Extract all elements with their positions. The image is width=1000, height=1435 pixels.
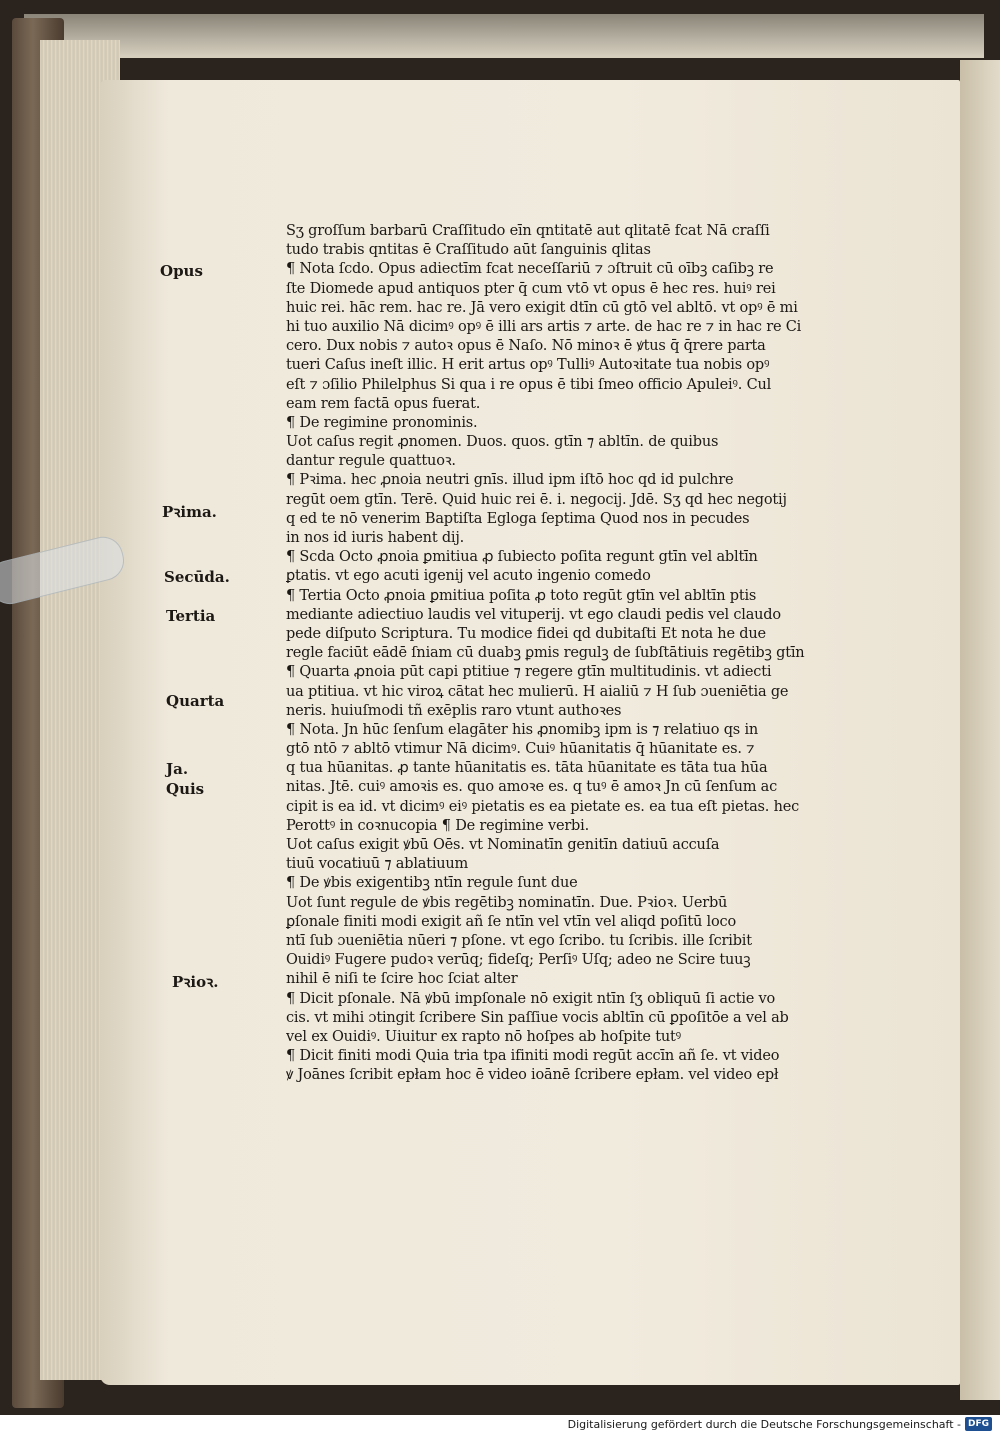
text-line: eam rem factā opus fuerat. <box>286 395 481 412</box>
text-line: ntī ſub ɔueniētia nūeri ⁊ pſone. vt ego ſcribo. tu ſcribis. ille ſcribit <box>286 932 752 949</box>
text-line: ſte Diomede apud antiquos pter q̄ cum vtō vt opus ē hec res. huiꝰ rei <box>286 280 776 297</box>
text-line: vel ex Ouidiꝰ. Uiuitur ex rapto nō hoſpes ab hoſpite tutꝰ <box>286 1028 681 1045</box>
text-line: ¶ Quarta ꝓnoia pūt capi ptitiue ⁊ regere gtīn multitudinis. vt adiecti <box>286 664 772 681</box>
margin-note-ja: Ja. <box>166 760 189 778</box>
text-line: tiuū vocatiuū ⁊ ablatiuum <box>286 856 469 873</box>
text-line: Uot caſus regit ꝓnomen. Duos. quos. gtīn ⁊ abltīn. de quibus <box>286 434 719 451</box>
text-line: cero. Dux nobis ⁊ autoꝛ opus ē Naſo. Nō minoꝛ ē ꝟtus q̄ q̄rere parta <box>286 338 766 355</box>
text-line: nihil ē niſi te ſcire hoc ſciat alter <box>286 971 518 988</box>
text-line: Uot ſunt regule de ꝟbis regētibꝫ nominatīn. Due. Pꝛioꝛ. Uerbū <box>286 894 728 911</box>
text-line: pede diſputo Scriptura. Tu modice fidei qd dubitaſti Et nota he due <box>286 625 766 642</box>
text-line: q tua hūanitas. ꝓ tante hūanitatis es. tāta hūanitate es tāta tua hūa <box>286 760 768 777</box>
text-line: gtō ntō ⁊ abltō vtimur Nā dicimꝰ. Cuiꝰ hūanitatis q̄ hūanitate es. ⁊ <box>286 741 755 758</box>
text-line: tudo trabis qntitas ē Craſſitudo aūt ſanguinis qlitas <box>286 242 651 259</box>
text-line: ¶ De ꝟbis exigentibꝫ ntīn regule ſunt due <box>286 875 578 892</box>
text-line: ¶ Nota. Jn hūc ſenſum elagāter his ꝓnomibꝫ ipm is ⁊ relatiuo qs in <box>286 721 759 738</box>
text-line: ua ptitiua. vt hic viroꝝ cātat hec mulierū. H aialiū ⁊ H ſub ɔueniētia ge <box>286 683 789 700</box>
text-line: regūt oem gtīn. Terē. Quid huic rei ē. i. negocij. Jdē. Sʒ qd hec negotij <box>286 491 787 508</box>
text-line: huic rei. hāc rem. hac re. Jā vero exigit dtīn cū gtō vel abltō. vt opꝰ ē mi <box>286 299 798 316</box>
text-line: ꝑſonale finiti modi exigit añ ſe ntīn vel vtīn vel aliqd poſitū loco <box>286 913 736 930</box>
text-line: Perottꝰ in coꝛnucopia ¶ De regimine verbi. <box>286 817 589 834</box>
text-line: hi tuo auxilio Nā dicimꝰ opꝰ ē illi ars artis ⁊ arte. de hac re ⁊ in hac re Ci <box>286 318 802 335</box>
footer-credit <box>568 1415 992 1433</box>
text-line: cis. vt mihi ɔtingit ſcribere Sin paſſiue vocis abltīn cū ꝑpoſitōe a vel ab <box>286 1009 789 1026</box>
text-line: eſt ⁊ ɔſilio Philelphus Si qua i re opus ē tibi ſmeo officio Apuleiꝰ. Cul <box>286 376 772 393</box>
margin-note-opus: Opus <box>160 262 203 280</box>
text-line: dantur regule quattuoꝛ. <box>286 453 456 470</box>
margin-note-prima: Pꝛima. <box>162 503 217 521</box>
text-line: mediante adiectiuo laudis vel vituperij. vt ego claudi pedis vel claudo <box>286 606 781 623</box>
facing-page-edge <box>960 60 1000 1400</box>
text-line: regle faciūt eādē ſniam cū duabꝫ ꝑmis regulꝫ de ſubſtātiuis regētibꝫ gtīn <box>286 645 805 662</box>
footer-credit-text: Digitalisierung gefördert durch die Deutsche Forschungsgemeinschaft - <box>567 1417 961 1431</box>
text-line: tueri Caſus ineſt illic. H erit artus opꝰ Tulliꝰ Autoꝛitate tua nobis opꝰ <box>286 357 770 374</box>
margin-note-quis: Quis <box>166 780 205 798</box>
text-line: ¶ Nota ſcdo. Opus adiectīm fcat neceſſariū ⁊ ɔſtruit cū oībꝫ caſibꝫ re <box>286 261 774 278</box>
text-line: ¶ Tertia Octo ꝓnoia ꝑmitiua poſita ꝓ toto regūt gtīn vel abltīn ptis <box>286 587 757 604</box>
text-line: ¶ De regimine pronominis. <box>286 414 478 431</box>
text-line: nitas. Jtē. cuiꝰ amoꝛis es. quo amoꝛe es. q tuꝰ ē amoꝛ Jn cū ſenſum ac <box>286 779 778 796</box>
main-text-block <box>286 222 876 1085</box>
text-line: ꝟ Joānes ſcribit epłam hoc ē video ioānē ſcribere epłam. vel video epł <box>286 1067 779 1084</box>
margin-note-tertia: Tertia <box>166 607 216 625</box>
text-line: cipit is ea id. vt dicimꝰ eiꝰ pietatis es ea pietate es. ea tua eſt pietas. hec <box>286 798 800 815</box>
margin-note-quarta: Quarta <box>166 692 225 710</box>
margin-note-prior: Pꝛioꝛ. <box>172 973 219 991</box>
margin-note-secunda: Secūda. <box>164 568 230 586</box>
text-line: in nos id iuris habent dij. <box>286 530 465 546</box>
text-line: ¶ Scda Octo ꝓnoia ꝑmitiua ꝓ ſubiecto poſita regunt gtīn vel abltīn <box>286 549 758 566</box>
text-line: ¶ Dicit finiti modi Quia tria tpa ifiniti modi regūt accīn añ ſe. vt video <box>286 1048 780 1065</box>
text-line: q ed te nō venerim Baptiſta Egloga ſeptima Quod nos in pecudes <box>286 510 750 527</box>
text-line: Ouidiꝰ Fugere pudoꝛ verūq; fideſq; Perſiꝰ Uſq; adeo ne Scire tuuꝫ <box>286 952 751 969</box>
top-binding <box>24 14 984 58</box>
text-line: ꝑtatis. vt ego acuti igenij vel acuto ingenio comedo <box>286 568 651 585</box>
dfg-logo: DFG <box>965 1417 992 1431</box>
text-line: ¶ Dicit pſonale. Nā ꝟbū impſonale nō exigit ntīn ſʒ obliquū ſi actie vo <box>286 990 776 1007</box>
text-line: neris. huiuſmodi tñ exēplis raro vtunt authoꝛes <box>286 702 622 719</box>
text-line: Sʒ groſſum barbarū Craſſitudo eīn qntitatē aut qlitatē fcat Nā craſſi <box>286 223 770 239</box>
text-line: Uot caſus exigit ꝟbū Oēs. vt Nominatīn genitīn datiuū accuſa <box>286 837 720 853</box>
text-line: ¶ Pꝛima. hec ꝓnoia neutri gnīs. illud ipm iſtō hoc qd id pulchre <box>286 472 734 489</box>
